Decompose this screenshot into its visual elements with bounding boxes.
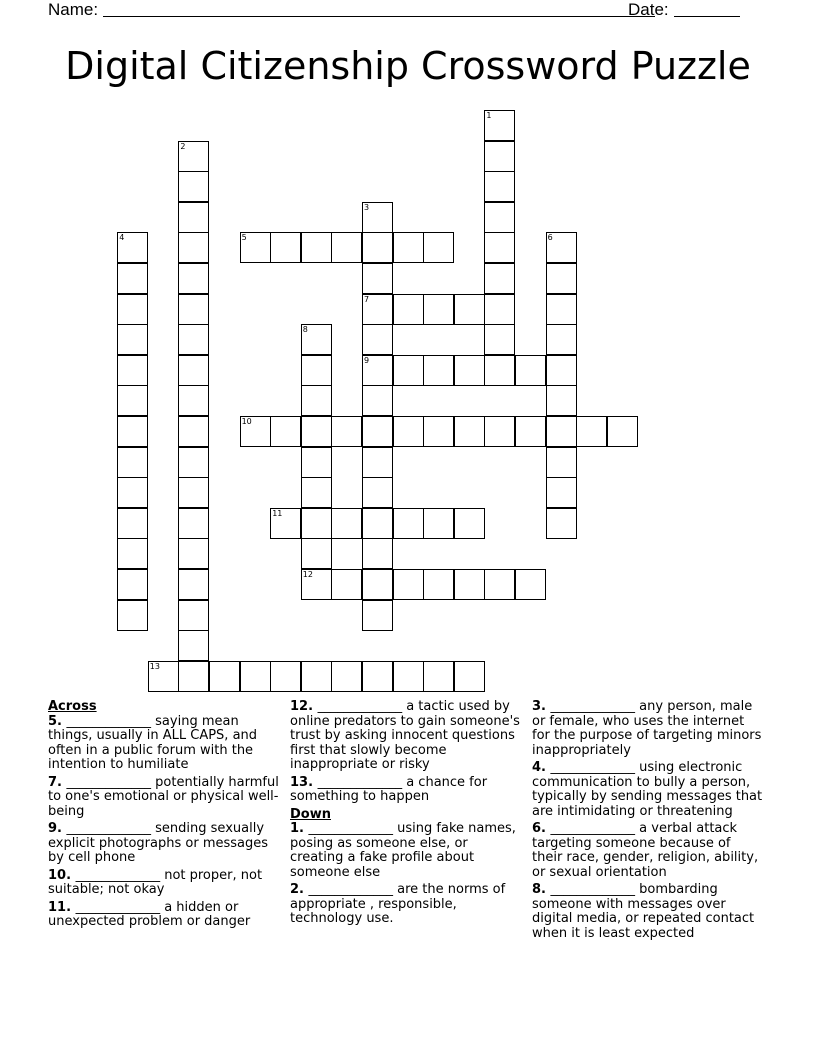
crossword-cell[interactable] [117, 447, 148, 478]
crossword-cell[interactable] [301, 324, 332, 355]
crossword-cell[interactable] [117, 324, 148, 355]
crossword-cell[interactable] [484, 171, 515, 202]
crossword-cell[interactable] [484, 202, 515, 233]
clue-item [290, 700, 522, 773]
crossword-cell[interactable] [423, 232, 454, 263]
crossword-cell[interactable] [362, 355, 393, 386]
crossword-cell[interactable] [393, 508, 424, 539]
clue-number: 10 [241, 417, 252, 426]
crossword-cell[interactable] [178, 600, 209, 631]
crossword-cell[interactable] [178, 385, 209, 416]
crossword-cell[interactable] [546, 477, 577, 508]
clue-text: bombarding someone with messages over digital media, or repeated contact when it is least expected [532, 882, 755, 941]
clue-text: a hidden or unexpected problem or danger [48, 899, 251, 929]
crossword-cell[interactable] [362, 232, 393, 263]
clue-text: not proper, not suitable; not okay [48, 867, 263, 897]
answer-blank[interactable]: _____________ [317, 699, 407, 714]
clue-num: 3. [532, 699, 551, 714]
answer-blank[interactable]: _____________ [550, 760, 640, 775]
answer-blank[interactable]: _____________ [550, 882, 640, 897]
crossword-cell[interactable] [362, 202, 393, 233]
clue-num: 6. [532, 821, 551, 836]
crossword-cell[interactable] [362, 294, 393, 325]
crossword-cell[interactable] [362, 661, 393, 692]
clues-column-2 [290, 700, 522, 930]
crossword-cell[interactable] [117, 355, 148, 386]
crossword-cell[interactable] [117, 538, 148, 569]
crossword-cell[interactable] [484, 110, 515, 141]
crossword-cell[interactable] [362, 324, 393, 355]
clue-item [48, 822, 280, 866]
crossword-cell[interactable] [484, 232, 515, 263]
clue-item [532, 761, 764, 819]
clue-num: 9. [48, 821, 67, 836]
crossword-cell[interactable] [331, 569, 362, 600]
crossword-cell[interactable] [546, 263, 577, 294]
clue-item [48, 901, 280, 930]
clue-num: 11. [48, 899, 76, 915]
clue-num: 5. [48, 713, 67, 729]
crossword-cell[interactable] [178, 661, 209, 692]
crossword-cell[interactable] [576, 416, 607, 447]
crossword-cell[interactable] [484, 141, 515, 172]
answer-blank[interactable]: _____________ [550, 821, 640, 836]
crossword-cell[interactable] [393, 661, 424, 692]
clue-num: 4. [532, 760, 551, 775]
crossword-cell[interactable] [454, 294, 485, 325]
crossword-cell[interactable] [117, 569, 148, 600]
crossword-cell[interactable] [546, 447, 577, 478]
crossword-cell[interactable] [178, 447, 209, 478]
crossword-cell[interactable] [362, 569, 393, 600]
answer-blank[interactable]: _____________ [66, 774, 156, 790]
clue-text: saying mean things, usually in ALL CAPS, and often in a public forum with the intention to humiliate [48, 713, 258, 772]
crossword-cell[interactable] [301, 477, 332, 508]
crossword-cell[interactable] [240, 416, 271, 447]
clue-num: 8. [532, 882, 551, 897]
crossword-cell[interactable] [362, 600, 393, 631]
clue-number: 3 [364, 202, 370, 212]
crossword-cell[interactable] [484, 355, 515, 386]
crossword-cell[interactable] [209, 661, 240, 692]
across-heading: Across [48, 699, 97, 714]
clue-number: 8 [302, 325, 308, 335]
crossword-cell[interactable] [178, 294, 209, 325]
crossword-cell[interactable] [117, 263, 148, 294]
clue-text: a verbal attack targeting someone because of their race, gender, religion, ability, or sexual orientation [532, 821, 759, 880]
crossword-cell[interactable] [515, 569, 546, 600]
crossword-cell[interactable] [423, 661, 454, 692]
clue-text: are the norms of appropriate , responsible, technology use. [290, 882, 506, 926]
clue-text: any person, male or female, who uses the internet for the purpose of targeting minors inappropriately [532, 699, 762, 758]
crossword-cell[interactable] [270, 508, 301, 539]
crossword-cell[interactable] [178, 477, 209, 508]
clue-num: 7. [48, 774, 67, 790]
crossword-cell[interactable] [178, 569, 209, 600]
crossword-cell[interactable] [270, 416, 301, 447]
crossword-cell[interactable] [178, 202, 209, 233]
crossword-cell[interactable] [178, 232, 209, 263]
crossword-cell[interactable] [178, 508, 209, 539]
crossword-cell[interactable] [301, 447, 332, 478]
clue-text: using fake names, posing as someone else, or creating a fake profile about someone else [290, 821, 516, 880]
answer-blank[interactable]: _____________ [308, 882, 398, 897]
crossword-cell[interactable] [331, 508, 362, 539]
clue-text: a chance for something to happen [290, 774, 488, 804]
crossword-cell[interactable] [270, 232, 301, 263]
crossword-cell[interactable] [301, 385, 332, 416]
crossword-cell[interactable] [423, 416, 454, 447]
crossword-cell[interactable] [117, 600, 148, 631]
crossword-cell[interactable] [484, 569, 515, 600]
crossword-cell[interactable] [178, 263, 209, 294]
clue-num: 2. [290, 882, 309, 897]
clue-number: 4 [119, 233, 125, 243]
clue-item [48, 715, 280, 773]
crossword-cell[interactable] [117, 477, 148, 508]
clue-number: 11 [272, 508, 283, 518]
down-heading: Down [290, 806, 331, 822]
clue-number: 12 [302, 570, 313, 579]
crossword-cell[interactable] [148, 661, 179, 692]
crossword-cell[interactable] [178, 416, 209, 447]
crossword-cell[interactable] [117, 294, 148, 325]
crossword-cell[interactable] [546, 416, 577, 447]
crossword-cell[interactable] [393, 355, 424, 386]
clue-item [290, 776, 522, 805]
crossword-cell[interactable] [117, 232, 148, 263]
date-label: Date: [628, 0, 669, 19]
crossword-cell[interactable] [393, 232, 424, 263]
crossword-cell[interactable] [270, 661, 301, 692]
clue-item [48, 869, 280, 898]
crossword-cell[interactable] [546, 324, 577, 355]
crossword-cell[interactable] [331, 661, 362, 692]
answer-blank[interactable]: _____________ [317, 774, 407, 790]
crossword-cell[interactable] [117, 508, 148, 539]
crossword-cell[interactable] [301, 355, 332, 386]
crossword-cell[interactable] [301, 661, 332, 692]
clue-item [532, 700, 764, 758]
crossword-cell[interactable] [362, 508, 393, 539]
crossword-cell[interactable] [362, 477, 393, 508]
crossword-cell[interactable] [454, 416, 485, 447]
clue-number: 7 [364, 294, 370, 304]
crossword-cell[interactable] [301, 232, 332, 263]
clue-number: 2 [180, 141, 186, 151]
crossword-cell[interactable] [546, 232, 577, 263]
crossword-cell[interactable] [423, 508, 454, 539]
crossword-cell[interactable] [362, 263, 393, 294]
crossword-cell[interactable] [546, 508, 577, 539]
crossword-cell[interactable] [515, 355, 546, 386]
crossword-cell[interactable] [546, 385, 577, 416]
clue-number: 6 [547, 233, 553, 243]
crossword-cell[interactable] [484, 294, 515, 325]
clue-item [290, 822, 522, 880]
crossword-cell[interactable] [423, 355, 454, 386]
crossword-cell[interactable] [454, 508, 485, 539]
clue-text: using electronic communication to bully a person, typically by sending messages that are intimidating or threatening [532, 760, 763, 819]
crossword-cell[interactable] [362, 538, 393, 569]
answer-blank[interactable]: _____________ [66, 713, 156, 729]
clue-text: a tactic used by online predators to gain someone's trust by asking innocent questions first that slowly become inappropriate or risky [290, 699, 520, 772]
crossword-cell[interactable] [393, 569, 424, 600]
clue-item [290, 883, 522, 927]
crossword-cell[interactable] [178, 538, 209, 569]
crossword-cell[interactable] [178, 324, 209, 355]
clue-item [532, 822, 764, 880]
answer-blank[interactable]: _____________ [550, 699, 640, 714]
answer-blank[interactable]: _____________ [75, 867, 165, 883]
crossword-cell[interactable] [178, 171, 209, 202]
crossword-cell[interactable] [393, 294, 424, 325]
answer-blank[interactable]: _____________ [66, 821, 156, 836]
crossword-cell[interactable] [454, 355, 485, 386]
clue-num: 1. [290, 821, 309, 836]
crossword-cell[interactable] [607, 416, 638, 447]
crossword-cell[interactable] [117, 385, 148, 416]
answer-blank[interactable]: _____________ [308, 821, 398, 836]
clue-number: 1 [486, 111, 492, 120]
crossword-cell[interactable] [178, 141, 209, 172]
crossword-cell[interactable] [117, 416, 148, 447]
crossword-cell[interactable] [331, 416, 362, 447]
crossword-cell[interactable] [301, 416, 332, 447]
crossword-cell[interactable] [423, 569, 454, 600]
clue-text: sending sexually explicit photographs or messages by cell phone [48, 821, 269, 865]
clues-column-3 [532, 700, 764, 944]
clue-item [48, 776, 280, 820]
clue-item [532, 883, 764, 941]
crossword-cell[interactable] [362, 385, 393, 416]
crossword-cell[interactable] [362, 416, 393, 447]
clue-number: 9 [364, 355, 370, 365]
crossword-cell[interactable] [240, 232, 271, 263]
crossword-cell[interactable] [362, 447, 393, 478]
name-label: Name: [48, 0, 99, 19]
crossword-cell[interactable] [178, 630, 209, 661]
crossword-cell[interactable] [423, 294, 454, 325]
crossword-cell[interactable] [484, 324, 515, 355]
crossword-cell[interactable] [178, 355, 209, 386]
crossword-cell[interactable] [301, 538, 332, 569]
crossword-cell[interactable] [546, 355, 577, 386]
clue-num: 10. [48, 867, 76, 883]
clue-number: 5 [241, 233, 247, 243]
crossword-cell[interactable] [546, 294, 577, 325]
crossword-cell[interactable] [484, 263, 515, 294]
crossword-cell[interactable] [240, 661, 271, 692]
answer-blank[interactable]: _____________ [75, 899, 165, 915]
clue-num: 13. [290, 774, 318, 790]
page-title: Digital Citizenship Crossword Puzzle [65, 44, 751, 88]
clue-num: 12. [290, 699, 318, 714]
clue-number: 13 [149, 661, 160, 671]
crossword-cell[interactable] [515, 416, 546, 447]
clue-text: potentially harmful to one's emotional or physical well-being [48, 774, 279, 819]
crossword-cell[interactable] [484, 416, 515, 447]
crossword-cell[interactable] [301, 569, 332, 600]
crossword-cell[interactable] [331, 232, 362, 263]
crossword-cell[interactable] [301, 508, 332, 539]
crossword-cell[interactable] [393, 416, 424, 447]
crossword-cell[interactable] [454, 661, 485, 692]
clues-column-1 [48, 700, 280, 933]
crossword-cell[interactable] [454, 569, 485, 600]
